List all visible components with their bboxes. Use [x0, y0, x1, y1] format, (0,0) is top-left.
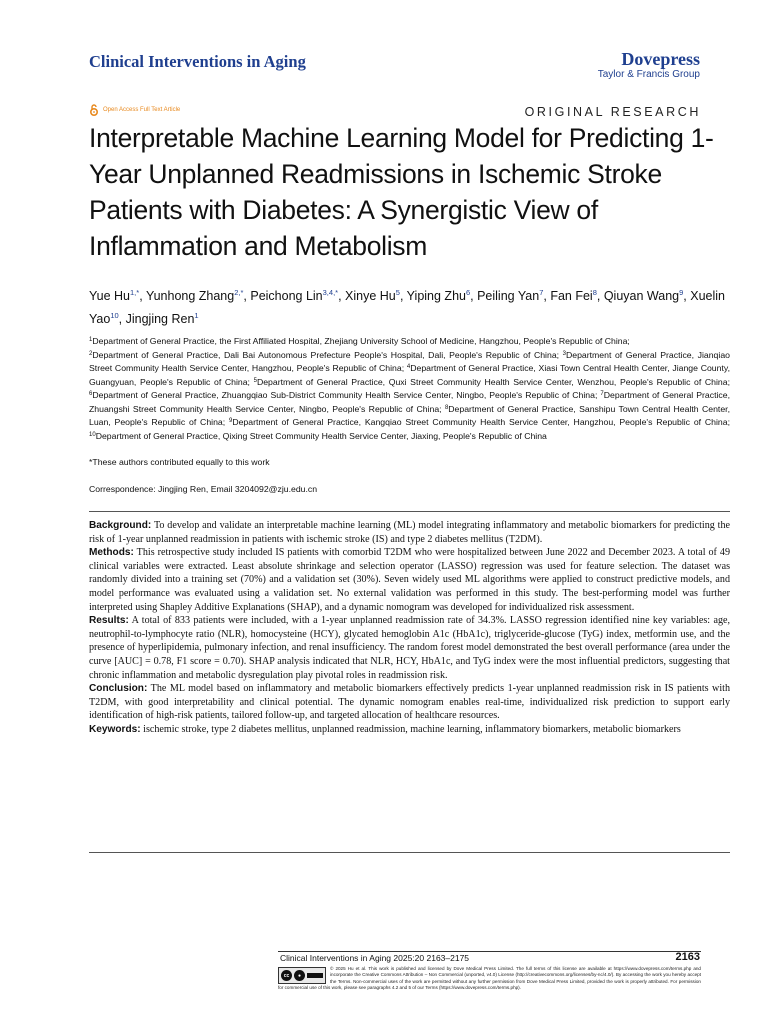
abstract: [89, 519, 730, 737]
conclusion-text: The ML model based on inflammatory and metabolic biomarkers effectively predicts 1-year unplanned readmission risk in IS patients with T2DM, with good interpretability and clinical potential. The dynamic nomogram enables real-time, individualized risk prediction to support early identification of high-risk patients, tailored follow-up, and targeted allocation of healthcare resources.: [89, 683, 731, 722]
author[interactable]: [550, 289, 597, 303]
affiliation-number: 4: [406, 364, 411, 370]
author[interactable]: [146, 289, 243, 303]
author-affiliation-marker: 9: [679, 288, 684, 297]
abstract-bottom-divider: [89, 852, 730, 853]
author[interactable]: [407, 289, 470, 303]
page-number: 2163: [675, 951, 700, 963]
footer-divider: [278, 951, 701, 952]
abstract-background: [89, 519, 730, 546]
attribution-icon: ●: [294, 970, 305, 981]
affiliation-text: Department of General Practice, Kangqiao Street Community Health Service Center, Hangzhou, People's Republic of China;: [232, 417, 730, 427]
affiliation-number: 3: [562, 350, 566, 357]
author[interactable]: [604, 289, 683, 303]
publisher-logo[interactable]: [598, 49, 700, 81]
affiliation-text: Department of General Practice, Zhuangshi Street Community Health Service Center, Ningbo, People's Republic of China;: [89, 390, 730, 414]
cc-license-badge[interactable]: [278, 967, 326, 984]
author-name: Fan Fei: [550, 289, 593, 303]
conclusion-label: Conclusion:: [89, 683, 148, 695]
equal-contribution-note: *These authors contributed equally to this work: [89, 457, 270, 467]
keywords-label: Keywords:: [89, 723, 141, 735]
author-affiliation-marker: 3,4,*: [322, 288, 339, 297]
affiliation-text: Department of General Practice, Jianqiao Street Community Health Service Center, Hangzhou, People's Republic of China;: [89, 349, 730, 373]
affiliation-number: 9: [228, 418, 233, 424]
author-affiliation-marker: 5: [395, 288, 400, 297]
background-label: Background:: [89, 520, 152, 531]
open-access-label: [89, 104, 180, 116]
publisher-name: Dovepress: [621, 49, 700, 69]
author-affiliation-marker: 2,*: [234, 288, 244, 297]
author-affiliation-marker: 7: [539, 288, 544, 297]
license-block: [278, 966, 701, 991]
correspondence[interactable]: Correspondence: Jingjing Ren, Email 3204092@zju.edu.cn: [89, 484, 318, 494]
author-name: Qiuyan Wang: [603, 289, 680, 303]
affiliation-number: 6: [89, 391, 93, 397]
affiliation-number: 8: [444, 404, 449, 411]
footer-citation[interactable]: Clinical Interventions in Aging 2025:20 2163–2175: [280, 953, 470, 963]
author[interactable]: [477, 289, 543, 303]
affiliation-text: Department of General Practice, the First Affiliated Hospital, Zhejiang University School of Medicine, Hangzhou, People's Republic of China;: [92, 336, 630, 346]
affiliation-number: 5: [253, 377, 257, 384]
author-name: Peichong Lin: [250, 289, 323, 303]
author-name: Yue Hu: [89, 289, 131, 303]
keywords-text: ischemic stroke, type 2 diabetes mellitus, unplanned readmission, machine learning, inflammatory biomarkers, metabolic biomarkers: [143, 723, 681, 735]
license-badge-bar: [307, 973, 323, 978]
author-name: Yiping Zhu: [406, 289, 466, 303]
affiliation-number: 10: [89, 431, 96, 438]
journal-name[interactable]: Clinical Interventions in Aging: [89, 52, 306, 71]
open-access-lock-icon: [89, 104, 99, 116]
affiliation-text: Department of General Practice, Dali Bai Autonomous Prefecture People's Hospital, Dali, People's Republic of China;: [92, 349, 560, 360]
author-name: Peiling Yan: [477, 289, 540, 303]
affiliation-number: 2: [89, 350, 93, 357]
affiliation-number: 1: [89, 337, 93, 343]
affiliation-text: Department of General Practice, Qixing Street Community Health Service Center, Jiaxing, People's Republic of China: [95, 430, 547, 441]
abstract-methods: [89, 546, 730, 614]
article-type: ORIGINAL RESEARCH: [524, 105, 701, 119]
background-text: To develop and validate an interpretable machine learning (ML) model integrating inflammatory and metabolic biomarkers for predicting the risk of 1-year unplanned readmission in patients with ischemic stroke (IS) and type 2 diabetes mellitus (T2DM).: [89, 520, 730, 545]
author-affiliation-marker: 8: [592, 288, 597, 297]
methods-label: Methods:: [89, 547, 134, 559]
affiliation-text: Department of General Practice, Sanshipu Town Central Health Center, Luan, People's Republic of China;: [89, 403, 731, 427]
results-text: A total of 833 patients were included, with a 1-year unplanned readmission rate of 34.3%. LASSO regression identified nine key variables: age, neutrophil-to-lymphocyte ratio (NLR), homocysteine (HCY), glycated hemoglobin A1c (HbA1c), triglyceride-glucose (TyG) index, metformin use, and the presence of hyperlipidemia, pulmonary infection, and renal insufficiency. The random forest model demonstrated the best overall performance (area under the curve [AUC] = 0.78, F1 score = 0.70). SHAP analysis indicated that NLR, HCY, HbA1c, and TyG index were the most influential predictors, suggesting that chronic inflammation and metabolic dysregulation play pivotal roles in readmission risk.: [89, 615, 731, 681]
results-label: Results:: [89, 615, 129, 627]
abstract-top-divider: [89, 511, 730, 512]
affiliation-text: Department of General Practice, Zhuangqiao Sub-District Community Health Service Center, Ningbo, People's Republic of China;: [92, 390, 598, 400]
affiliation-text: Department of General Practice, Xiasi Town Central Health Center, Jiange County, Guangyuan, People's Republic of China;: [89, 363, 730, 387]
abstract-conclusion: [89, 682, 730, 723]
affiliations: [89, 334, 730, 442]
author[interactable]: [250, 289, 338, 303]
author-name: Yunhong Zhang: [145, 289, 235, 303]
methods-text: This retrospective study included IS patients with comorbid T2DM who were hospitalized between June 2022 and December 2023. A total of 49 clinical variables were extracted. Least absolute shrinkage and selection operator (LASSO) regression was used for feature selection. The dataset was randomly divided into a training set (70%) and a validation set (30%). Seven widely used ML algorithms were applied to construct predictive models, and model performance was evaluated using a validation set. No external validation was performed in this study. The best-performing model was further interpreted using Shapley Additive Explanations (SHAP), and a dynamic nomogram was developed for individualized risk assessment.: [89, 547, 730, 613]
author-affiliation-marker: 1: [194, 311, 199, 320]
author-list: Yue $Hu^{1,*}$, Yunhong Zhang$^{2,*}$, Peichong Lin$^{3,4,*}$, Xinye Hu$^5$, Yiping Zhu$^6$, Peiling Yan$^7$, Fan Fei$^8$, Qiuyan Wang$^9$, Xuelin Yao$^{10}$, Jingjing Ren$^1$: [89, 288, 725, 326]
author[interactable]: [345, 289, 400, 303]
author-affiliation-marker: 6: [465, 288, 471, 297]
author-name: Xinye Hu: [345, 289, 396, 303]
abstract-keywords: [89, 723, 730, 737]
author[interactable]: [89, 289, 139, 303]
creative-commons-icon: cc: [281, 970, 292, 981]
license-text: © 2025 Hu et al. This work is published and licensed by Dove Medical Press Limited. The full terms of this license are available at https://www.dovepress.com/terms.php and incorporate the Creative Commons Attribution – Non Commercial (unported, v4.0) License (http://creativecommons.org/licenses/by-nc/4.0/). By accessing the work you hereby accept the Terms. Non-commercial uses of the work are permitted without any further permission from Dove Medical Press Limited, provided the work is properly attributed. For permission for commercial use of this work, please see paragraphs 4.2 and 5 of our Terms (https://www.dovepress.com/terms.php).: [278, 966, 701, 990]
author-name: Xuelin Yao: [89, 289, 725, 326]
affiliation-text: Department of General Practice, Quxi Street Community Health Service Center, Wenzhou, People's Republic of China;: [256, 376, 730, 387]
affiliation-number: 7: [600, 391, 604, 397]
author-affiliation-marker: 1,*: [130, 288, 140, 297]
article-title: Interpretable Machine Learning Model for Predicting 1-Year Unplanned Readmissions in Ischemic Stroke Patients with Diabetes: A Synergistic View of Inflammation and Metabolism: [89, 123, 714, 261]
open-access-text: Open Access Full Text Article: [103, 107, 181, 113]
author[interactable]: [126, 312, 199, 326]
abstract-results: [89, 614, 730, 682]
author-name: Jingjing Ren: [125, 312, 195, 326]
publisher-group: Taylor & Francis Group: [597, 69, 700, 80]
author-affiliation-marker: 10: [110, 311, 119, 320]
